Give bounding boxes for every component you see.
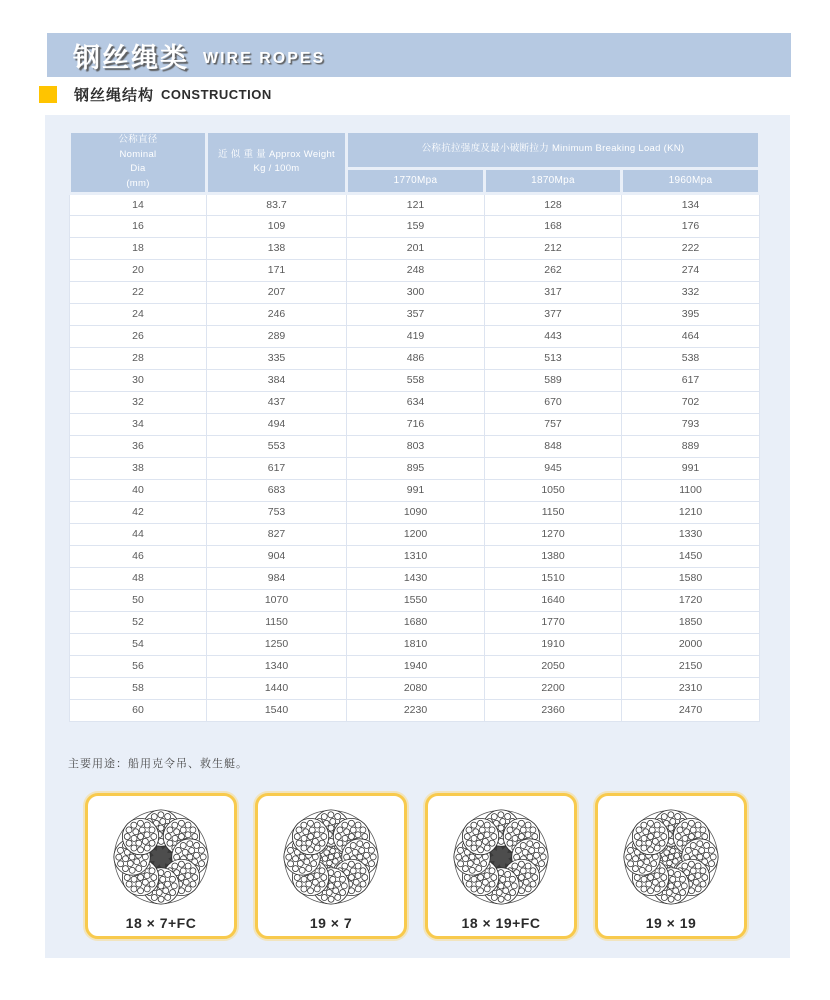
table-cell: 1450 [622, 545, 760, 567]
table-cell: 121 [347, 193, 485, 215]
table-row [70, 655, 760, 677]
table-cell: 1440 [207, 677, 347, 699]
table-row [70, 523, 760, 545]
table-cell: 1910 [485, 633, 622, 655]
table-cell: 1580 [622, 567, 760, 589]
table-cell: 589 [485, 369, 622, 391]
table-cell: 274 [622, 259, 760, 281]
table-row [70, 347, 760, 369]
table-row [70, 435, 760, 457]
table-cell: 246 [207, 303, 347, 325]
table-row [70, 589, 760, 611]
table-cell: 1940 [347, 655, 485, 677]
table-cell: 207 [207, 281, 347, 303]
rope-cross-section-diagram [275, 801, 387, 913]
table-cell: 1680 [347, 611, 485, 633]
table-cell: 332 [622, 281, 760, 303]
table-cell: 1640 [485, 589, 622, 611]
table-cell: 335 [207, 347, 347, 369]
table-cell: 1770 [485, 611, 622, 633]
table-cell: 2230 [347, 699, 485, 721]
table-cell: 1200 [347, 523, 485, 545]
table-cell: 558 [347, 369, 485, 391]
table-cell: 1100 [622, 479, 760, 501]
table-cell: 2050 [485, 655, 622, 677]
table-cell: 46 [70, 545, 207, 567]
rope-construction-label: 19 × 7 [309, 915, 353, 931]
table-cell: 201 [347, 237, 485, 259]
table-cell: 36 [70, 435, 207, 457]
table-cell: 1210 [622, 501, 760, 523]
table-cell: 32 [70, 391, 207, 413]
page-title-zh: 钢丝绳类 [73, 42, 189, 73]
table-cell: 14 [70, 193, 207, 215]
table-cell: 44 [70, 523, 207, 545]
table-cell: 617 [622, 369, 760, 391]
table-cell: 2200 [485, 677, 622, 699]
table-cell: 670 [485, 391, 622, 413]
table-cell: 2470 [622, 699, 760, 721]
header-breaking-load-group: 公称抗拉强度及最小破断拉力 Minimum Breaking Load (KN) [347, 132, 760, 169]
table-cell: 28 [70, 347, 207, 369]
rope-construction-label: 18 × 19+FC [461, 915, 541, 931]
table-cell: 889 [622, 435, 760, 457]
table-row [70, 545, 760, 567]
table-cell: 1510 [485, 567, 622, 589]
table-cell: 60 [70, 699, 207, 721]
table-cell: 1850 [622, 611, 760, 633]
title-band [47, 33, 791, 77]
table-cell: 443 [485, 325, 622, 347]
usage-footnote: 主要用途：船用克令吊、救生艇。 [68, 758, 248, 770]
table-cell: 109 [207, 215, 347, 237]
table-cell: 617 [207, 457, 347, 479]
table-cell: 16 [70, 215, 207, 237]
table-cell: 895 [347, 457, 485, 479]
table-row [70, 237, 760, 259]
table-cell: 904 [207, 545, 347, 567]
table-row [70, 567, 760, 589]
table-cell: 1310 [347, 545, 485, 567]
table-cell: 50 [70, 589, 207, 611]
table-cell: 437 [207, 391, 347, 413]
table-cell: 300 [347, 281, 485, 303]
table-row [70, 303, 760, 325]
rope-card [255, 793, 407, 939]
table-cell: 2080 [347, 677, 485, 699]
table-cell: 134 [622, 193, 760, 215]
section-header [39, 84, 272, 105]
table-row [70, 325, 760, 347]
table-cell: 22 [70, 281, 207, 303]
table-cell: 1150 [207, 611, 347, 633]
table-cell: 56 [70, 655, 207, 677]
table-row [70, 501, 760, 523]
table-cell: 222 [622, 237, 760, 259]
table-cell: 1330 [622, 523, 760, 545]
table-cell: 289 [207, 325, 347, 347]
rope-card [425, 793, 577, 939]
table-cell: 128 [485, 193, 622, 215]
rope-construction-label: 19 × 19 [645, 915, 697, 931]
table-cell: 262 [485, 259, 622, 281]
table-cell: 945 [485, 457, 622, 479]
table-row [70, 281, 760, 303]
table-cell: 538 [622, 347, 760, 369]
content-panel [45, 115, 790, 958]
table-cell: 683 [207, 479, 347, 501]
table-row [70, 677, 760, 699]
table-cell: 171 [207, 259, 347, 281]
table-cell: 464 [622, 325, 760, 347]
table-cell: 1720 [622, 589, 760, 611]
table-cell: 40 [70, 479, 207, 501]
table-cell: 26 [70, 325, 207, 347]
table-row [70, 369, 760, 391]
table-cell: 1090 [347, 501, 485, 523]
table-cell: 1380 [485, 545, 622, 567]
table-cell: 20 [70, 259, 207, 281]
table-row [70, 457, 760, 479]
table-cell: 38 [70, 457, 207, 479]
table-cell: 1070 [207, 589, 347, 611]
table-row [70, 215, 760, 237]
spec-table [68, 130, 761, 722]
table-row [70, 699, 760, 721]
table-cell: 991 [622, 457, 760, 479]
table-cell: 716 [347, 413, 485, 435]
table-cell: 159 [347, 215, 485, 237]
table-cell: 2150 [622, 655, 760, 677]
table-cell: 1270 [485, 523, 622, 545]
table-cell: 52 [70, 611, 207, 633]
header-approx-weight: 近 似 重 量 Approx Weight Kg / 100m [207, 132, 347, 194]
table-cell: 827 [207, 523, 347, 545]
rope-construction-label: 18 × 7+FC [125, 915, 197, 931]
rope-card [85, 793, 237, 939]
yellow-square-icon [39, 86, 57, 103]
table-cell: 212 [485, 237, 622, 259]
table-row [70, 413, 760, 435]
table-cell: 1430 [347, 567, 485, 589]
table-cell: 168 [485, 215, 622, 237]
table-cell: 634 [347, 391, 485, 413]
table-cell: 793 [622, 413, 760, 435]
rope-cross-section-diagram [615, 801, 727, 913]
table-cell: 1540 [207, 699, 347, 721]
table-cell: 83.7 [207, 193, 347, 215]
table-cell: 1250 [207, 633, 347, 655]
header-nominal-dia: 公称直径 Nominal Dia (mm) [70, 132, 207, 194]
table-cell: 1050 [485, 479, 622, 501]
table-row [70, 193, 760, 215]
table-cell: 702 [622, 391, 760, 413]
table-cell: 138 [207, 237, 347, 259]
table-cell: 384 [207, 369, 347, 391]
table-cell: 248 [347, 259, 485, 281]
rope-cross-section-diagram [105, 801, 217, 913]
table-cell: 2360 [485, 699, 622, 721]
table-cell: 54 [70, 633, 207, 655]
table-cell: 803 [347, 435, 485, 457]
table-row [70, 611, 760, 633]
table-cell: 18 [70, 237, 207, 259]
header-1960mpa: 1960Mpa [622, 168, 760, 193]
table-cell: 513 [485, 347, 622, 369]
table-cell: 991 [347, 479, 485, 501]
rope-cross-section-diagram [445, 801, 557, 913]
table-cell: 1550 [347, 589, 485, 611]
header-1770mpa: 1770Mpa [347, 168, 485, 193]
table-cell: 494 [207, 413, 347, 435]
table-cell: 848 [485, 435, 622, 457]
table-row [70, 391, 760, 413]
table-cell: 377 [485, 303, 622, 325]
table-cell: 317 [485, 281, 622, 303]
table-cell: 42 [70, 501, 207, 523]
rope-card [595, 793, 747, 939]
table-cell: 176 [622, 215, 760, 237]
table-cell: 1340 [207, 655, 347, 677]
table-cell: 2310 [622, 677, 760, 699]
table-cell: 24 [70, 303, 207, 325]
table-cell: 984 [207, 567, 347, 589]
table-row [70, 479, 760, 501]
table-cell: 30 [70, 369, 207, 391]
table-cell: 553 [207, 435, 347, 457]
table-cell: 757 [485, 413, 622, 435]
header-1870mpa: 1870Mpa [485, 168, 622, 193]
table-cell: 1810 [347, 633, 485, 655]
section-title-zh: 钢丝绳结构 [74, 87, 155, 104]
table-cell: 34 [70, 413, 207, 435]
table-cell: 753 [207, 501, 347, 523]
rope-diagram-cards [85, 793, 747, 939]
table-cell: 1150 [485, 501, 622, 523]
table-cell: 486 [347, 347, 485, 369]
table-cell: 2000 [622, 633, 760, 655]
table-cell: 395 [622, 303, 760, 325]
table-row [70, 633, 760, 655]
table-cell: 48 [70, 567, 207, 589]
section-title-en: CONSTRUCTION [161, 87, 272, 102]
table-cell: 58 [70, 677, 207, 699]
page-title-en: WIRE ROPES [203, 50, 326, 67]
table-row [70, 259, 760, 281]
table-cell: 419 [347, 325, 485, 347]
table-cell: 357 [347, 303, 485, 325]
